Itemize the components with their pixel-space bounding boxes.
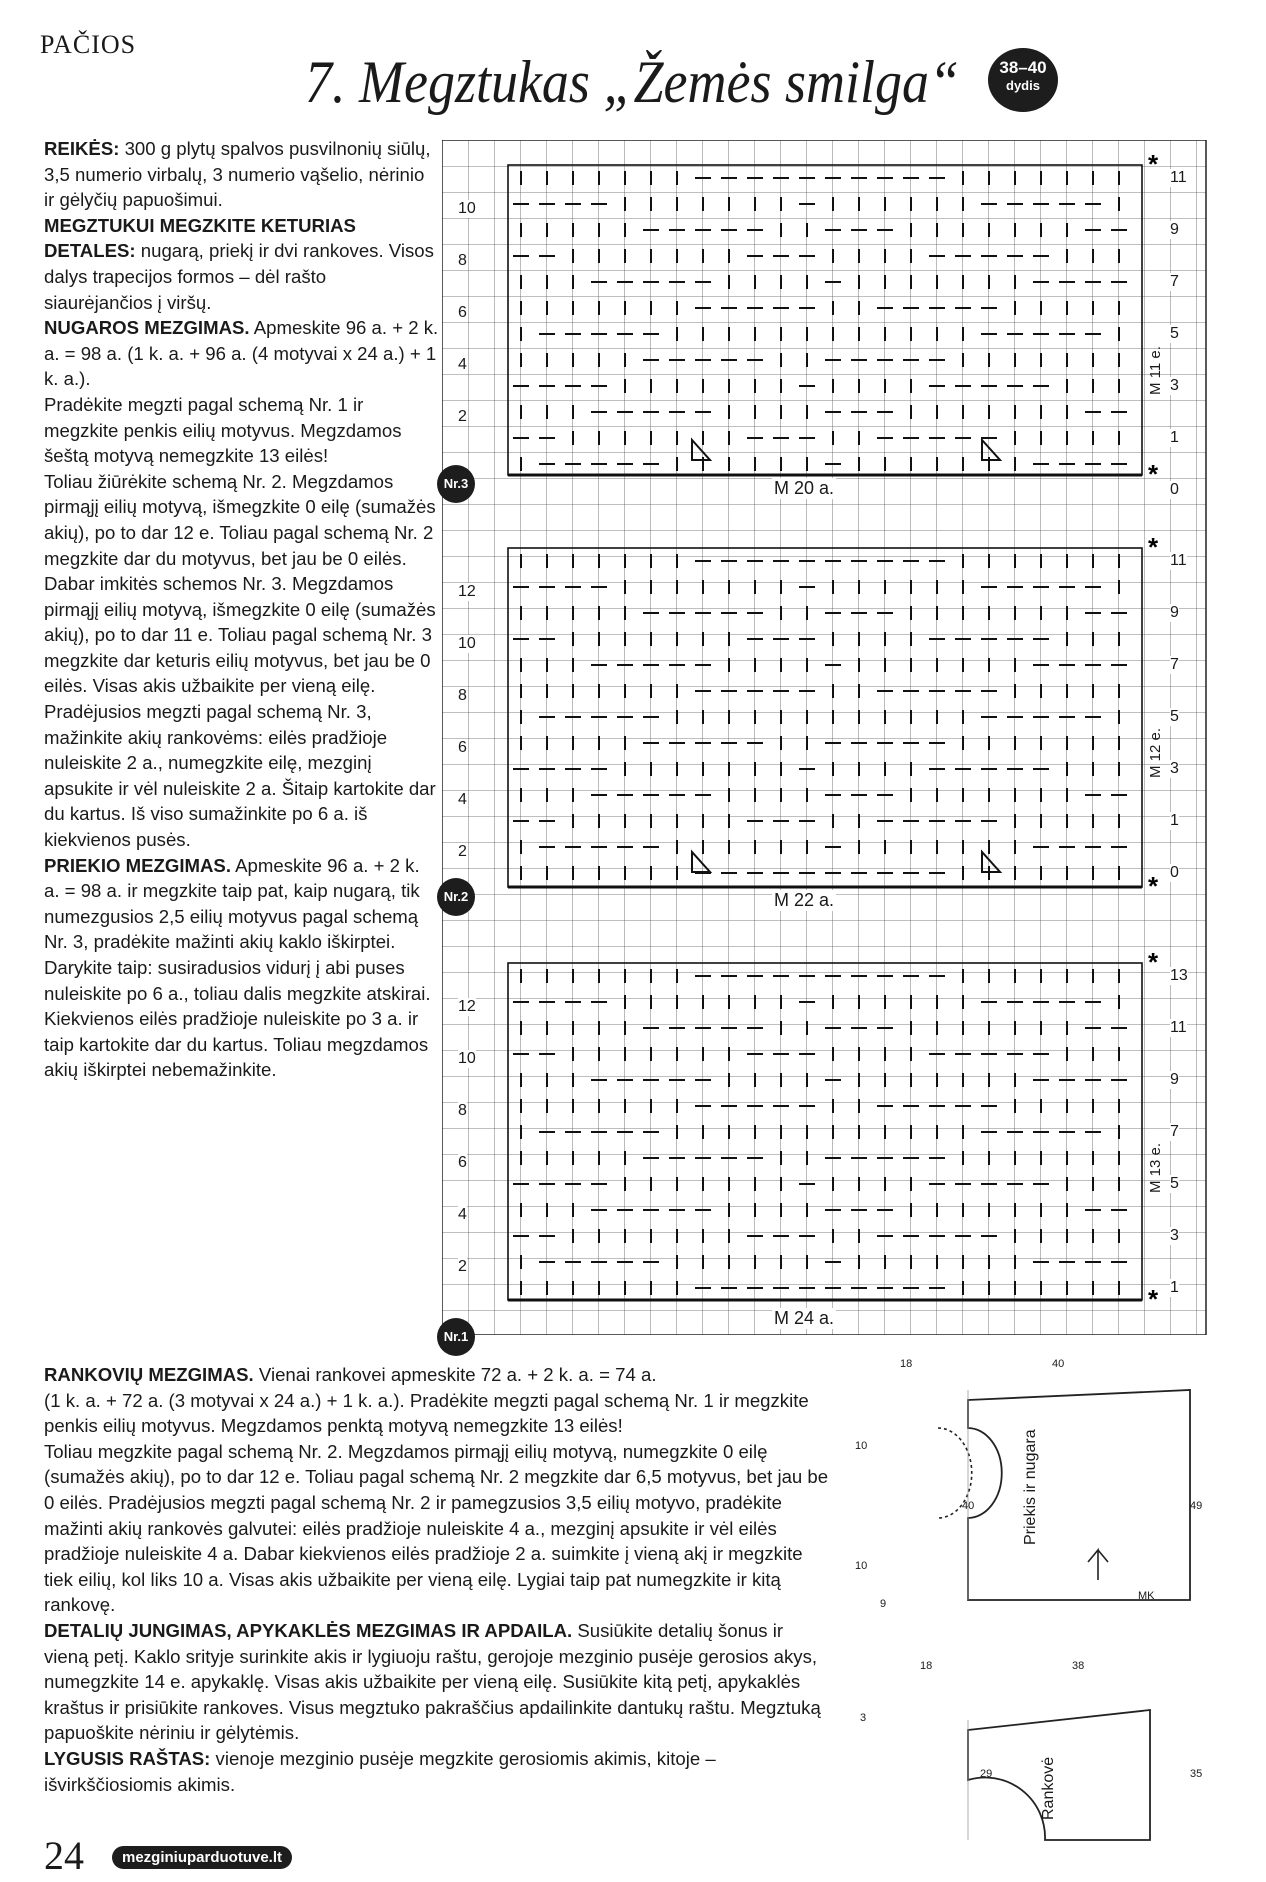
row-number-left: 8 (458, 687, 467, 704)
instructions-left (44, 136, 439, 1083)
schem-body-label: Priekis ir nugara (1022, 1429, 1039, 1545)
row-number-right: 7 (1170, 273, 1179, 290)
page-number: 24 (44, 1833, 84, 1878)
brand-logo: PAČIOS (40, 30, 137, 59)
chart-number-badge: Nr.3 (437, 465, 475, 503)
rankoves-heading: RANKOVIŲ MEZGIMAS. (44, 1364, 254, 1385)
row-number-left: 6 (458, 1154, 467, 1171)
asterisk-mark: * (1148, 1284, 1159, 1314)
row-number-right: 13 (1170, 967, 1188, 984)
motif-rows-label: M 11 e. (1147, 346, 1164, 395)
row-number-right: 11 (1170, 552, 1187, 569)
sleeve-outline (968, 1710, 1150, 1840)
schem-sleeve-left: 18 (920, 1660, 933, 1672)
row-number-right: 3 (1170, 377, 1179, 394)
schem-sleeve-top: 38 (1072, 1660, 1085, 1672)
row-number-left: 6 (458, 304, 467, 321)
asterisk-mark: * (1148, 149, 1159, 179)
row-number-right: 1 (1170, 429, 1179, 446)
lygusis-heading: LYGUSIS RAŠTAS: (44, 1747, 211, 1769)
nugara-text-3: Toliau žiūrėkite schemą Nr. 2. Megzdamos pirmąjį eilių motyvą, išmegzkite 0 eilę (sumažės akių), po to dar 12 e. Toliau pagal schemą Nr. 2 megzkite dar du motyvus, bet jau be 0 eilės. (44, 470, 436, 569)
chart-grid (442, 140, 1206, 1335)
asterisk-mark: * (1148, 947, 1159, 977)
schem-armhole: 10 (855, 1440, 868, 1452)
motif-rows-label: M 13 e. (1147, 1142, 1164, 1193)
instructions-bottom (44, 1362, 829, 1797)
detales-text: nugarą, priekį ir dvi rankoves. Visos dalys trapecijos formos – dėl rašto siaurėjančios į viršų. (44, 240, 434, 313)
row-number-right: 5 (1170, 325, 1179, 342)
schem-neck: 40 (962, 1500, 975, 1512)
row-number-left: 2 (458, 1258, 467, 1275)
nugara-text-2: Pradėkite megzti pagal schemą Nr. 1 ir megzkite penkis eilių motyvus. Megzdamos šeštą motyvą nemegzkite 13 eilės! (44, 393, 402, 467)
knitting-chart (442, 140, 1222, 1335)
asterisk-mark: * (1148, 459, 1159, 489)
row-number-right: 11 (1170, 1019, 1187, 1036)
row-number-right: 0 (1170, 481, 1179, 498)
schem-lower: 10 (855, 1560, 868, 1572)
lygusis-text: vienoje mezginio pusėje megzkite gerosiomis akimis, kitoje – išvirkščiosiomis akimis. (44, 1747, 716, 1795)
rankoves-text-2: (1 k. a. + 72 a. (3 motyvai x 24 a.) + 1 k. a.). Pradėkite megzti pagal schemą Nr. 1 ir megzkite penkis eilių motyvus. Megzdamos penktą motyvą nemegzkite 13 eilės! (44, 1389, 809, 1437)
page-title: 7. Megztukas „Žemės smilga“ (305, 49, 960, 115)
size-badge (988, 48, 1058, 112)
rankoves-text-1: Vienai rankovei apmeskite 72 a. + 2 k. a. = 74 a. (258, 1364, 657, 1385)
schem-height: 49 (1190, 1500, 1203, 1512)
body-outline (968, 1390, 1190, 1600)
nugara-text-1: Apmeskite 96 a. + 2 k. a. = 98 a. (1 k. a. + 96 a. (4 motyvai x 24 a.) + 1 k. a.). (44, 317, 439, 390)
row-number-left: 10 (458, 200, 476, 217)
row-number-right: 0 (1170, 864, 1179, 881)
row-number-right: 9 (1170, 221, 1179, 238)
footer-url-badge[interactable]: mezginiuparduotuve.lt (112, 1846, 292, 1869)
detales-heading: MEGZTUKUI MEGZKITE KETURIAS DETALES: (44, 214, 356, 262)
schem-top: 40 (1052, 1358, 1065, 1370)
row-number-right: 1 (1170, 812, 1179, 829)
schem-mk: MK (1138, 1590, 1155, 1602)
row-number-left: 8 (458, 252, 467, 269)
row-number-right: 3 (1170, 760, 1179, 777)
nugara-text-5: Pradėjusios megzti pagal schemą Nr. 3, mažinkite akių rankovėms: eilės pradžioje nuleiskite 2 a., numegzkite eilę, mezginį apsukite ir vėl nuleiskite 2 a. Šitaip kartokite dar du kartus. Iš viso sumažinkite po 6 a. iš kiekvienos pusės. (44, 701, 436, 851)
size-badge-label: dydis (1006, 78, 1040, 93)
row-number-left: 4 (458, 356, 467, 373)
row-number-left: 10 (458, 635, 476, 652)
reikes-text: 300 g plytų spalvos pusvilnonių siūlų, 3,5 numerio virbalų, 3 numerio vąšelio, nėrinio ir gėlyčių papuošimui. (44, 138, 431, 211)
schem-sleeve-height: 35 (1190, 1768, 1203, 1780)
nugara-text-4: Dabar imkitės schemos Nr. 3. Megzdamos pirmąjį eilių motyvą, išmegzkite 0 eilę (sumažės akių), po to dar 11 e. Toliau pagal schemą Nr. 3 megzkite dar keturis eilių motyvus, bet jau be 0 eilės. Visas akis užbaikite per vieną eilę. (44, 573, 436, 697)
motif-stitches-label: M 20 a. (774, 478, 835, 498)
nugara-heading: NUGAROS MEZGIMAS. (44, 317, 250, 339)
mk-arrow (1088, 1550, 1108, 1580)
row-number-right: 1 (1170, 1279, 1179, 1296)
schem-shoulder: 18 (900, 1358, 913, 1370)
schem-bottom-small: 9 (880, 1598, 887, 1610)
jungimas-heading: DETALIŲ JUNGIMAS, APYKAKLĖS MEZGIMAS IR APDAILA. (44, 1619, 573, 1641)
chart-number-badge: Nr.1 (437, 1318, 475, 1356)
rankoves-text-3: Toliau megzkite pagal schemą Nr. 2. Megzdamos pirmąjį eilių motyvą, numegzkite 0 eilę (sumažės akių), po to dar 12 e. Toliau pagal schemą Nr. 2 megzkite dar 6,5 motyvus, bet jau be 0 eilės. Pradėjusios megzti pagal schemą Nr. 2 ir pamegzusios 3,5 eilių motyvo, pradėkite mažinti akių rankovės galvutei: eilės pradžioje nuleiskite 4 a., mezginį apsukite ir vėl eilės pradžioje nuleiskite 4 a. Dabar kiekvienos eilės pradžioje 2 a. suimkite į vieną akį ir megzkite tiek eilių, kol liks 10 a. Visas akis užbaikite per vieną eilę. Lygiai taip pat numegzkite ir kitą rankovę. (44, 1440, 829, 1616)
row-number-left: 12 (458, 583, 476, 600)
row-number-right: 9 (1170, 1071, 1179, 1088)
motif-stitches-label: M 24 a. (774, 1308, 835, 1328)
row-number-left: 6 (458, 739, 467, 756)
motif-rows-label: M 12 e. (1147, 727, 1164, 778)
row-number-right: 7 (1170, 656, 1179, 673)
row-number-left: 4 (458, 1206, 467, 1223)
row-number-right: 9 (1170, 604, 1179, 621)
asterisk-mark: * (1148, 532, 1159, 562)
row-number-left: 2 (458, 408, 467, 425)
garment-schematics (860, 1350, 1260, 1870)
motif-stitches-label: M 22 a. (774, 890, 835, 910)
row-number-right: 7 (1170, 1123, 1179, 1140)
row-number-right: 5 (1170, 1175, 1179, 1192)
asterisk-mark: * (1148, 871, 1159, 901)
row-number-left: 2 (458, 843, 467, 860)
schem-sleeve-label: Rankovė (1040, 1756, 1057, 1820)
row-number-right: 3 (1170, 1227, 1179, 1244)
schem-sleeve-small: 3 (860, 1712, 867, 1724)
size-badge-number: 38–40 (999, 58, 1047, 77)
row-number-left: 8 (458, 1102, 467, 1119)
row-number-left: 4 (458, 791, 467, 808)
schem-sleeve-inner: 29 (980, 1768, 993, 1780)
row-number-left: 10 (458, 1050, 476, 1067)
reikes-heading: REIKĖS: (44, 138, 120, 159)
chart-number-badge: Nr.2 (437, 878, 475, 916)
priekis-text: Apmeskite 96 a. + 2 k. a. = 98 a. ir megzkite taip pat, kaip nugarą, tik numezgusios 2,5 eilių motyvus pagal schemą Nr. 3, pradėkite mažinti akių kaklo iškirptei. Darykite taip: susiradusios vidurį į abi puses nuleiskite po 6 a., toliau dalis megzkite atskirai. Kiekvienos eilės pradžioje nuleiskite po 3 a. ir taip kartokite dar du kartus. Toliau megzdamos akių iškirptei nebemažinkite. (44, 854, 431, 1081)
row-number-left: 12 (458, 998, 476, 1015)
row-number-right: 11 (1170, 169, 1187, 186)
jungimas-text: Susiūkite detalių šonus ir vieną petį. Kaklo srityje surinkite akis ir lygiuoju raštu, gerojoje mezginio pusėje gerosios akys, numegzkite 14 e. apykaklę. Visas akis užbaikite per vieną eilę. Susiūkite kitą petį, apykaklės kraštus ir prisiūkite rankoves. Visus megztuko pakraščius apdailinkite dantukų raštu. Megztuką papuoškite nėriniu ir gėlytėmis. (44, 1619, 821, 1744)
priekis-heading: PRIEKIO MEZGIMAS. (44, 854, 231, 876)
row-number-right: 5 (1170, 708, 1179, 725)
